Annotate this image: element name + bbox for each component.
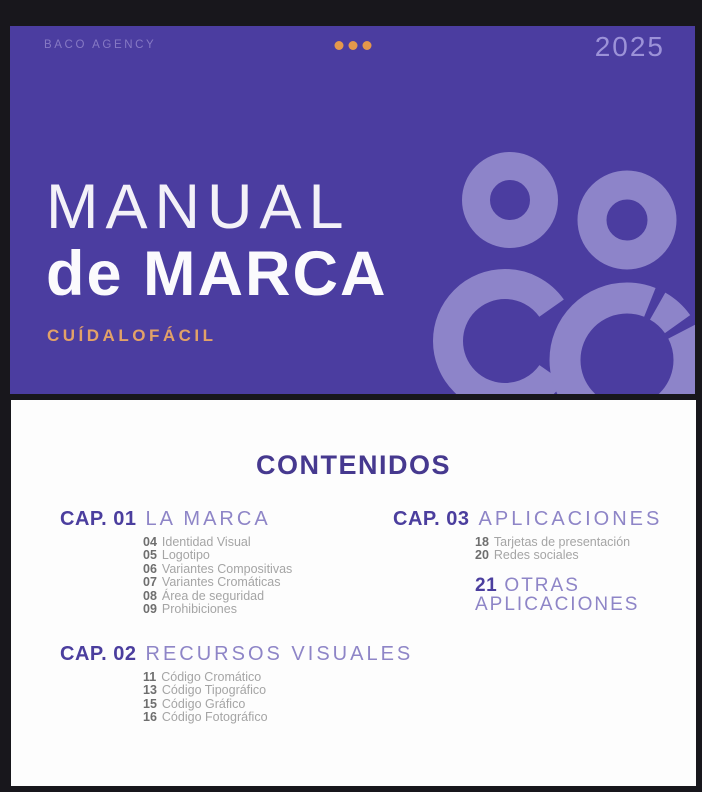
toc-item-label: Variantes Compositivas [161,561,293,576]
toc-item-label: Identidad Visual [161,535,251,549]
chapter-number: CAP. 03 [393,508,470,530]
toc-item-label: Área de seguridad [161,588,265,603]
toc-item-label: Variantes Cromáticas [161,575,281,590]
donut-circle-icon [476,166,544,234]
toc-item-label: Código Gráfico [161,696,246,711]
toc-item-page: 04 [143,535,157,549]
chapter-02-heading [60,643,413,666]
toc-item-label: Código Fotográfico [161,710,268,725]
year-label: 2025 [594,31,665,62]
toc-item [143,698,413,711]
toc-item [475,536,662,549]
toc-item [143,536,292,549]
donut-circle-icon [592,185,662,255]
chapter-03-items [393,536,662,563]
toc-item-page: 13 [143,683,157,698]
dot-icon [348,41,357,50]
chapter-03-section [393,508,662,563]
toc-item-page: 18 [475,535,489,549]
toc-item [143,711,413,724]
chapter-name: APLICACIONES [478,508,663,530]
agency-label: BACO AGENCY [44,39,157,51]
open-ring-icon [448,284,562,394]
toc-item-label: Tarjetas de presentación [493,535,631,549]
toc-item-label: Logotipo [161,548,210,563]
toc-item-page: 05 [143,548,157,563]
toc-item [143,549,292,562]
chapter-02-section [60,643,413,725]
contents-panel [11,400,696,786]
toc-item-page: 08 [143,588,157,603]
three-dots-icon [334,41,371,50]
contents-title: CONTENIDOS [255,450,451,480]
toc-item-label: Prohibiciones [161,602,237,617]
other-applications-line1 [475,576,639,595]
chapter-01-section [60,508,292,616]
toc-item-page: 11 [143,670,157,684]
toc-item-label: Código Tipográfico [161,683,267,698]
toc-item [143,603,292,616]
other-applications-line2: APLICACIONES [475,594,640,615]
toc-item-page: 20 [475,548,489,563]
toc-item-page: 15 [143,696,157,711]
cover-title-line1: MANUAL [46,172,351,242]
other-applications-section [475,576,639,614]
toc-item [143,684,413,697]
chapter-name: LA MARCA [145,508,271,530]
dot-icon [362,41,371,50]
other-applications-word: OTRAS [504,575,580,596]
toc-item-label: Redes sociales [493,548,579,563]
toc-item-page: 09 [143,602,157,617]
toc-item [143,671,413,684]
chapter-number: CAP. 01 [60,508,137,530]
brand-name: CUÍDALOFÁCIL [47,326,217,345]
chapter-number: CAP. 02 [60,643,137,665]
toc-item-page: 16 [143,710,157,725]
chapter-name: RECURSOS VISUALES [145,643,414,665]
toc-item-page: 21 [475,575,498,596]
toc-item [143,590,292,603]
chapter-02-items [60,671,413,725]
chapter-03-heading [393,508,662,531]
toc-item [475,549,662,562]
chapter-01-heading [60,508,292,531]
open-ring-icon [565,298,689,394]
dot-icon [334,41,343,50]
toc-item [143,563,292,576]
chapter-01-items [60,536,292,616]
toc-item-page: 06 [143,561,157,576]
cover-panel [10,26,695,394]
cover-title-line2: de MARCA [46,239,388,309]
toc-item-page: 07 [143,575,157,590]
cover-title [46,172,388,309]
toc-item-label: Código Cromático [161,670,262,684]
toc-item [143,576,292,589]
